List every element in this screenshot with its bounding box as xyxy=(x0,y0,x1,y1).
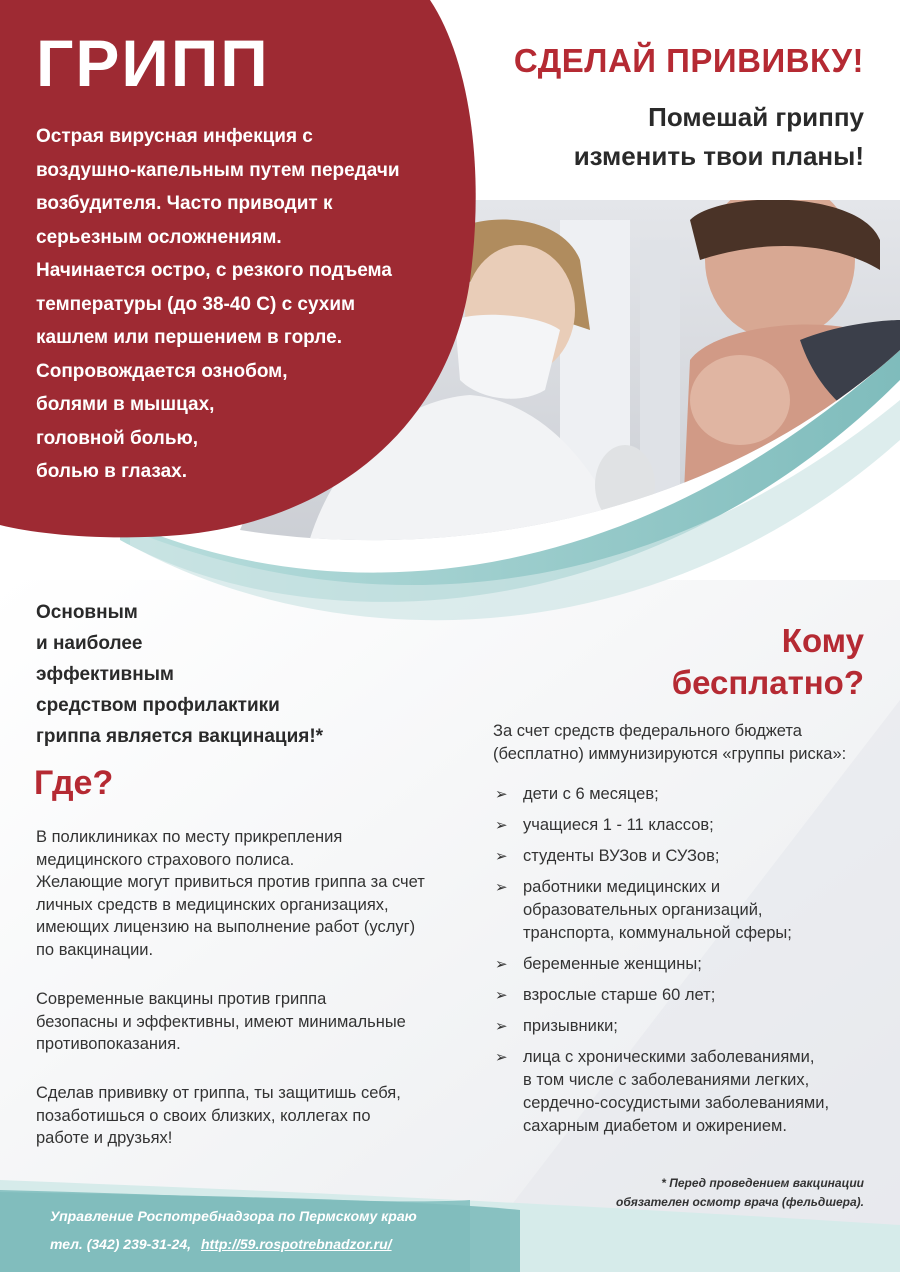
footer-organization: Управление Роспотребнадзора по Пермскому краю xyxy=(50,1208,417,1224)
list-item: ➢ лица с хроническими заболеваниями, в том числе с заболеваниями легких, сердечно-сосудистыми заболеваниями, сахарным диабетом и ожирением. xyxy=(495,1048,830,1135)
where-paragraph-3: Сделав прививку от гриппа, ты защитишь себя, позаботишься о своих близких, коллегах по работе и друзьях! xyxy=(36,1084,401,1147)
arrow-bullet-icon: ➢ xyxy=(495,848,508,865)
arrow-bullet-icon: ➢ xyxy=(495,1018,508,1035)
footer-contact xyxy=(50,1236,392,1252)
arrow-bullet-icon: ➢ xyxy=(495,956,508,973)
list-item: ➢ дети с 6 месяцев; xyxy=(493,783,883,806)
where-paragraph-1: В поликлиниках по месту прикрепления медицинского страхового полиса. Желающие могут привиться против гриппа за счет личных средств в медицинских организациях, имеющих лицензию на выполнение работ (услуг) по вакцинации. xyxy=(36,828,425,959)
where-paragraph-2: Современные вакцины против гриппа безопасны и эффективны, имеют минимальные противопоказания. xyxy=(36,990,406,1053)
flu-description: Острая вирусная инфекция с воздушно-капельным путем передачи возбудителя. Часто приводит к серьезным осложнениям. Начинается остро, с резкого подъема температуры (до 38-40 С) с сухим кашлем или першением в горле. Сопровождается ознобом, болями в мышцах, головной болью, болью в глазах. xyxy=(36,126,400,482)
list-item: ➢ студенты ВУЗов и СУЗов; xyxy=(493,845,883,868)
vaccination-statement: Основным и наиболее эффективным средством профилактики гриппа является вакцинация!* xyxy=(36,602,324,747)
list-item: ➢ призывники; xyxy=(493,1015,883,1038)
list-item: ➢ учащиеся 1 - 11 классов; xyxy=(493,814,883,837)
arrow-bullet-icon: ➢ xyxy=(495,786,508,803)
who-free-intro: За счет средств федерального бюджета (бесплатно) иммунизируются «группы риска»: xyxy=(493,722,847,763)
footnote: * Перед проведением вакцинации обязателен осмотр врача (фельдшера). xyxy=(616,1176,864,1209)
page-title: ГРИПП xyxy=(36,26,270,100)
risk-groups-list xyxy=(493,783,883,1146)
arrow-bullet-icon: ➢ xyxy=(495,817,508,834)
list-item: ➢ взрослые старше 60 лет; xyxy=(493,984,883,1007)
slogan-heading: СДЕЛАЙ ПРИВИВКУ! xyxy=(513,42,864,79)
list-item: ➢ работники медицинских и образовательных организаций, транспорта, коммунальной сферы; xyxy=(495,878,792,942)
subslogan-heading: Помешай гриппу изменить твои планы! xyxy=(573,102,864,171)
arrow-bullet-icon: ➢ xyxy=(495,987,508,1004)
arrow-bullet-icon: ➢ xyxy=(495,879,508,896)
where-heading: Где? xyxy=(34,764,114,802)
list-item: ➢ беременные женщины; xyxy=(493,953,883,976)
footer-url-link[interactable]: http://59.rospotrebnadzor.ru/ xyxy=(201,1236,392,1252)
who-free-heading: Кому бесплатно? xyxy=(671,622,864,701)
footer-phone: тел. (342) 239-31-24, xyxy=(50,1236,191,1252)
arrow-bullet-icon: ➢ xyxy=(495,1049,508,1066)
